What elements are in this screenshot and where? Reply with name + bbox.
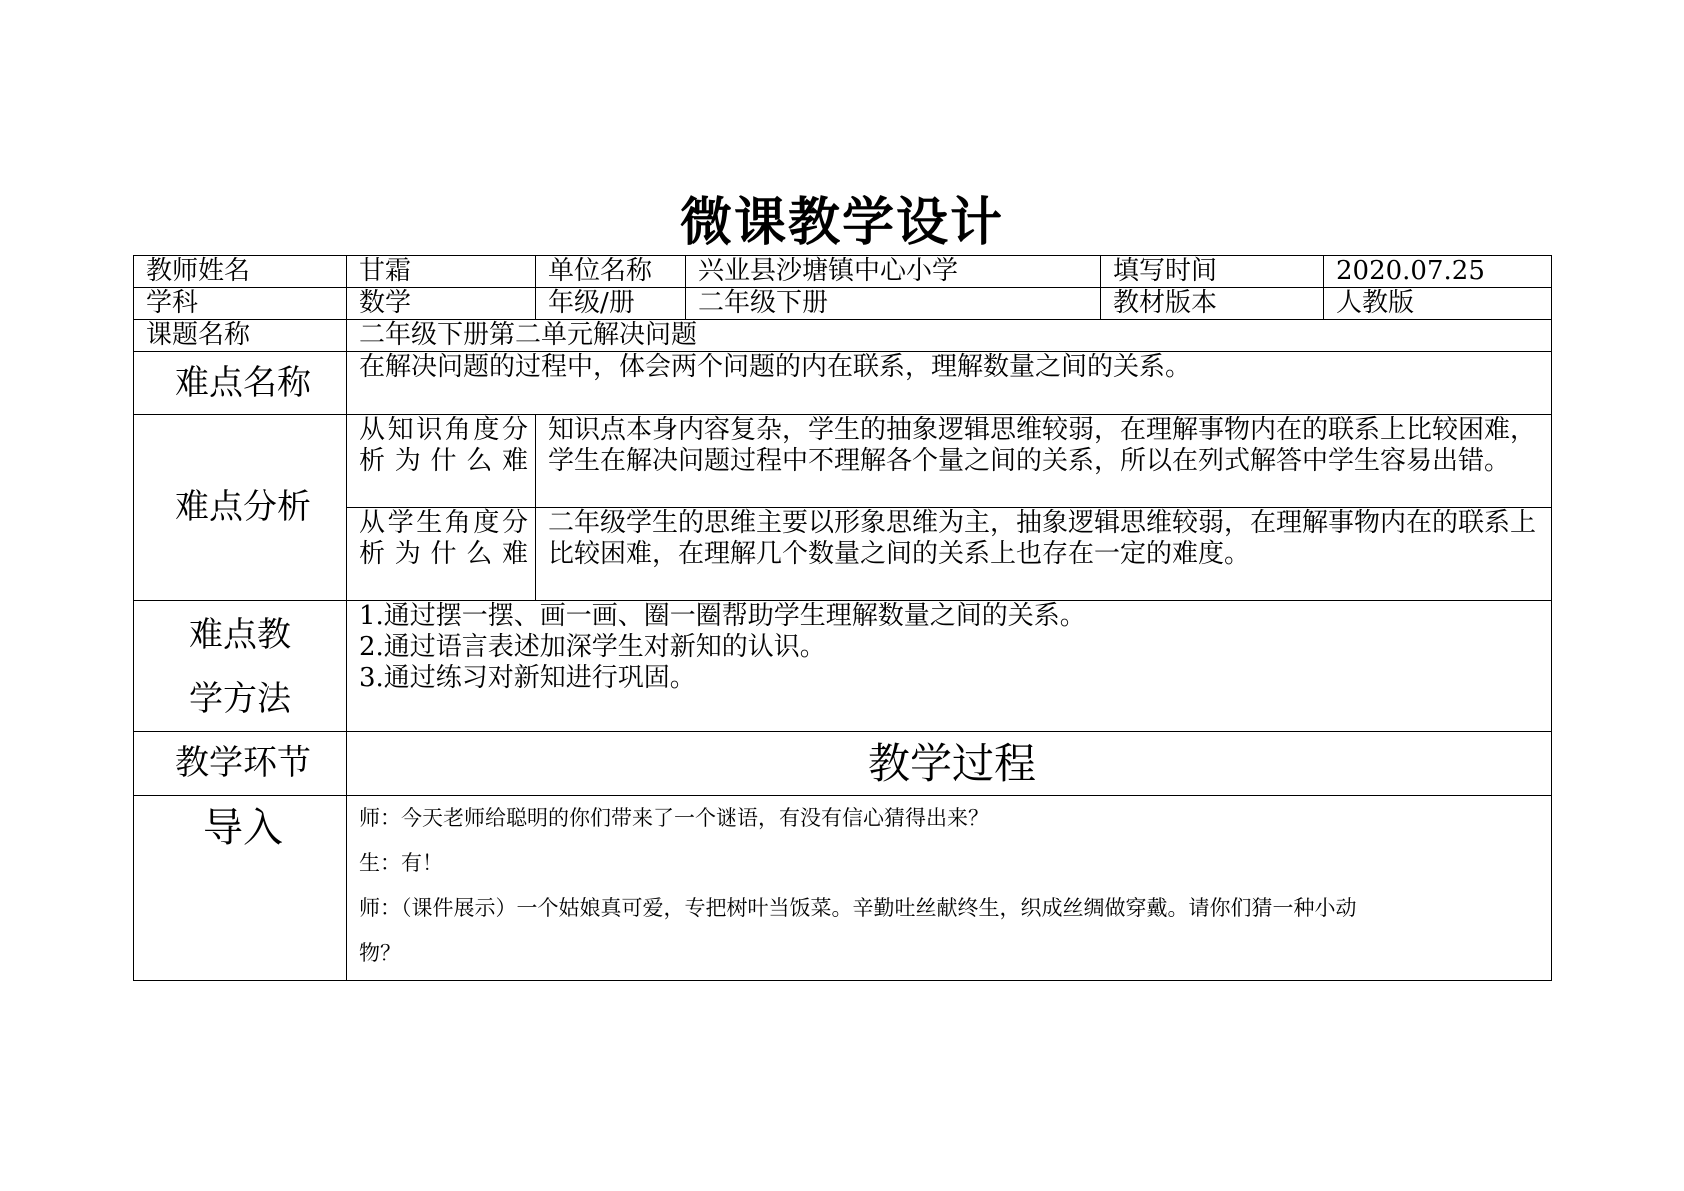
teaching-method-list xyxy=(347,601,1552,732)
table-row-analysis-student xyxy=(134,508,1552,601)
table-row-difficulty-name xyxy=(134,352,1552,415)
difficulty-name-value: 在解决问题的过程中，体会两个问题的内在联系，理解数量之间的关系。 xyxy=(347,352,1552,415)
teaching-method-label: 难点教学方法 xyxy=(134,601,347,732)
teacher-label: 教师姓名 xyxy=(134,256,347,288)
grade-value: 二年级下册 xyxy=(686,288,1101,320)
method-item: 1.通过摆一摆、画一画、圈一圈帮助学生理解数量之间的关系。 xyxy=(359,601,1086,631)
date-label: 填写时间 xyxy=(1101,256,1324,288)
teacher-value: 甘霜 xyxy=(347,256,536,288)
dialogue-line: 生：有！ xyxy=(359,851,443,875)
student-angle-label: 从学生角度分析为什么难 xyxy=(347,508,536,601)
table-row-topic xyxy=(134,320,1552,352)
unit-value: 兴业县沙塘镇中心小学 xyxy=(686,256,1101,288)
dialogue-line: 师：（课件展示）一个姑娘真可爱，专把树叶当饭菜。辛勤吐丝献终生，织成丝绸做穿戴。请你们猜一种小动 xyxy=(359,896,1357,920)
dialogue-line: 物？ xyxy=(359,941,401,965)
method-item: 3.通过练习对新知进行巩固。 xyxy=(359,663,696,693)
difficulty-analysis-label: 难点分析 xyxy=(134,415,347,601)
edition-label: 教材版本 xyxy=(1101,288,1324,320)
dialogue-line: 师：今天老师给聪明的你们带来了一个谜语，有没有信心猜得出来？ xyxy=(359,806,989,830)
knowledge-angle-value: 知识点本身内容复杂，学生的抽象逻辑思维较弱，在理解事物内在的联系上比较困难，学生在解决问题过程中不理解各个量之间的关系，所以在列式解答中学生容易出错。 xyxy=(536,415,1552,508)
topic-value: 二年级下册第二单元解决问题 xyxy=(347,320,1552,352)
table-row-process-header xyxy=(134,732,1552,796)
table-row-analysis-knowledge xyxy=(134,415,1552,508)
intro-dialogue xyxy=(347,796,1552,981)
knowledge-angle-label: 从知识角度分析为什么难 xyxy=(347,415,536,508)
lesson-design-table xyxy=(133,255,1552,981)
edition-value: 人教版 xyxy=(1324,288,1552,320)
difficulty-name-label: 难点名称 xyxy=(134,352,347,415)
subject-value: 数学 xyxy=(347,288,536,320)
unit-label: 单位名称 xyxy=(536,256,686,288)
process-header: 教学过程 xyxy=(347,732,1552,796)
grade-label: 年级/册 xyxy=(536,288,686,320)
stage-header: 教学环节 xyxy=(134,732,347,796)
table-row-methods xyxy=(134,601,1552,732)
intro-stage-label: 导入 xyxy=(134,796,347,981)
page-title: 微课教学设计 xyxy=(679,193,1004,253)
table-row-intro xyxy=(134,796,1552,981)
date-value: 2020.07.25 xyxy=(1324,256,1552,288)
subject-label: 学科 xyxy=(134,288,347,320)
student-angle-value: 二年级学生的思维主要以形象思维为主，抽象逻辑思维较弱，在理解事物内在的联系上比较困难，在理解几个数量之间的关系上也存在一定的难度。 xyxy=(536,508,1552,601)
topic-label: 课题名称 xyxy=(134,320,347,352)
table-row-subject xyxy=(134,288,1552,320)
table-row-teacher xyxy=(134,256,1552,288)
method-item: 2.通过语言表述加深学生对新知的认识。 xyxy=(359,632,826,662)
